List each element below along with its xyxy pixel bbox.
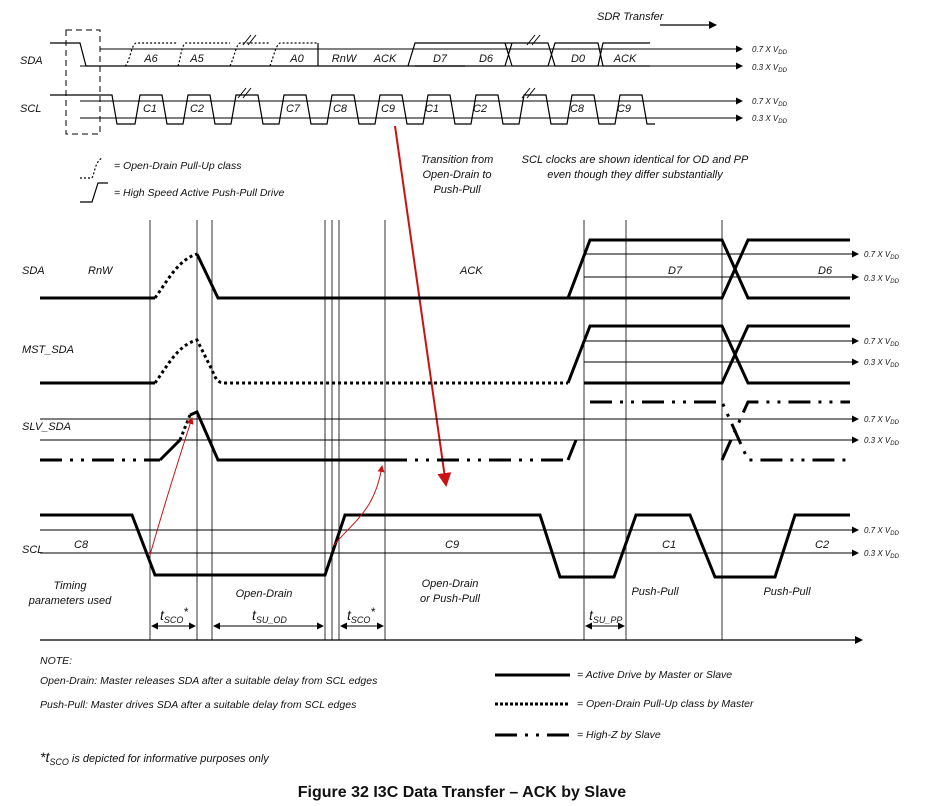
svg-text:*tSCO is depicted for informat — [40, 749, 270, 767]
sda-bit-label: A5 — [190, 53, 204, 65]
vdd-sub: DD — [890, 342, 899, 348]
vdd-low-label: 0.3 X V — [864, 549, 891, 558]
top-scl-breaks — [238, 88, 535, 98]
od-pullup-legend-label: = Open-Drain Pull-Up class — [114, 160, 242, 172]
mst-sda-label: MST_SDA — [22, 344, 74, 356]
vdd-low-label: 0.3 X V — [752, 63, 779, 72]
svg-text:0.7 X VDD — [864, 337, 900, 348]
top-sda-bit-labels — [143, 53, 637, 65]
svg-text:0.3 X VDD — [864, 358, 900, 369]
sda-d7-label: D7 — [668, 265, 683, 277]
transition-note-line: Transition from — [420, 154, 494, 166]
sda-drive-line — [40, 240, 850, 298]
scl-clock-label: C7 — [285, 103, 301, 115]
vdd-low-label: 0.3 X V — [864, 358, 891, 367]
mst-sda-pullup — [155, 340, 568, 383]
note-push-pull: Push-Pull: Master drives SDA after a suitable delay from SCL edges — [40, 699, 357, 711]
vdd-sub: DD — [778, 50, 787, 56]
scl-note — [522, 154, 749, 181]
sda-pullup-curve — [155, 254, 197, 298]
sda-bit-label: A6 — [144, 53, 158, 65]
overview-section — [20, 11, 788, 134]
t-sco-sub: SCO — [350, 615, 371, 625]
t-sco-star: * — [183, 605, 189, 619]
od-or-pp-label: Open-Drain — [421, 578, 479, 590]
sda-bit-label: D6 — [478, 53, 494, 65]
svg-text:0.7 X VDD — [864, 415, 900, 426]
sda-d6-label: D6 — [818, 265, 833, 277]
vdd-low-label: 0.3 X V — [864, 274, 891, 283]
highz-legend-label: = High-Z by Slave — [577, 729, 661, 741]
timing-params-label: parameters used — [28, 595, 112, 607]
scl-clock-label: C2 — [472, 103, 488, 115]
svg-text:0.3 X VDD — [752, 63, 788, 74]
t-sco-star: * — [370, 605, 376, 619]
note-title: NOTE: — [40, 655, 73, 667]
vdd-high-label: 0.7 X V — [864, 337, 891, 346]
timing-dimension-labels — [160, 605, 622, 625]
transition-note-line: Push-Pull — [433, 184, 481, 196]
svg-text:0.7 X VDD — [752, 45, 788, 56]
sda-bit-label: ACK — [373, 53, 397, 65]
scl-clock-label: C9 — [616, 103, 632, 115]
note-open-drain: Open-Drain: Master releases SDA after a suitable delay from SCL edges — [40, 675, 378, 687]
od-pullup-master-legend-label: = Open-Drain Pull-Up class by Master — [577, 698, 754, 710]
sda-bit-label: ACK — [613, 53, 637, 65]
scl-to-slv-arrow-2 — [334, 466, 382, 545]
t-su-od-sub: SU_OD — [255, 615, 287, 625]
scl-to-slv-arrow-1 — [150, 418, 192, 555]
svg-text:tSU_PP — [589, 607, 622, 625]
scl-clock-label: C1 — [142, 103, 158, 115]
svg-text:0.3 X VDD — [752, 114, 788, 125]
vdd-sub: DD — [778, 119, 787, 125]
vdd-sub: DD — [890, 279, 899, 285]
t-su-pp-label: t — [589, 607, 593, 623]
top-scl-clock-labels — [143, 103, 631, 115]
bottom-legend — [495, 669, 754, 741]
vdd-high-label: 0.7 X V — [864, 526, 891, 535]
scl-note-line: SCL clocks are shown identical for OD and PP — [521, 154, 749, 166]
timing-params-label: Timing — [53, 580, 87, 592]
svg-text:tSU_OD — [252, 607, 287, 625]
vdd-sub: DD — [778, 68, 787, 74]
transition-note-line: Open-Drain to — [422, 169, 492, 181]
od-pullup-legend-icon — [80, 158, 102, 178]
vdd-high-label: 0.7 X V — [864, 415, 891, 424]
push-pull-label-2: Push-Pull — [763, 586, 811, 598]
vdd-high-label: 0.7 X V — [752, 45, 779, 54]
vdd-high-label: 0.7 X V — [752, 97, 779, 106]
mst-sda-drive-line — [40, 326, 850, 383]
pp-drive-legend-icon — [80, 183, 108, 202]
scl-clock-label: C8 — [332, 103, 348, 115]
scl-clock-label: C9 — [380, 103, 396, 115]
t-sco-label: t — [347, 607, 351, 623]
scl-note-line: even though they differ substantially — [547, 169, 723, 181]
vdd-high-label: 0.7 X V — [864, 250, 891, 259]
sda-ack-label: ACK — [460, 265, 483, 277]
svg-text:tSCO* — [347, 605, 375, 625]
footnote-rest: is depicted for informative purposes only — [68, 753, 269, 765]
vdd-sub: DD — [890, 255, 899, 261]
sda-bit-label: RnW — [331, 53, 357, 65]
sda-bit-label: A0 — [290, 53, 304, 65]
t-su-od-label: t — [252, 607, 256, 623]
figure-caption: Figure 32 I3C Data Transfer – ACK by Slave — [297, 784, 627, 801]
scl-clock-label: C1 — [424, 103, 440, 115]
svg-text:0.3 X VDD — [864, 549, 900, 560]
bottom-notes — [40, 655, 378, 767]
top-v-labels — [752, 45, 788, 125]
slv-sda-label: SLV_SDA — [22, 421, 71, 433]
footnote-star: *t — [40, 749, 50, 765]
top-legend — [80, 158, 284, 202]
push-pull-label-1: Push-Pull — [631, 586, 679, 598]
vdd-low-label: 0.3 X V — [864, 436, 891, 445]
top-sda-label: SDA — [20, 55, 43, 67]
detail-sda — [22, 240, 850, 298]
vdd-sub: DD — [890, 441, 899, 447]
detail-v-labels — [864, 250, 900, 560]
pp-drive-legend-label: = High Speed Active Push-Pull Drive — [114, 187, 285, 199]
timing-vertical-lines — [150, 220, 722, 640]
t-sco-label: t — [160, 607, 164, 623]
scl-c1-label: C1 — [662, 539, 677, 551]
svg-text:0.7 X VDD — [864, 250, 900, 261]
region-labels — [28, 578, 811, 607]
top-scl-label: SCL — [20, 103, 42, 115]
top-scl-waveform — [50, 95, 655, 124]
active-drive-legend-label: = Active Drive by Master or Slave — [577, 669, 733, 681]
open-drain-label: Open-Drain — [235, 588, 293, 600]
vdd-sub: DD — [890, 554, 899, 560]
detail-mst-sda — [22, 326, 850, 383]
vdd-sub: DD — [778, 102, 787, 108]
sda-bit-label: D0 — [570, 53, 586, 65]
svg-text:tSCO* — [160, 605, 188, 625]
vdd-sub: DD — [890, 531, 899, 537]
scl-clock-label: C2 — [189, 103, 205, 115]
detail-scl-label: SCL — [22, 544, 44, 556]
footnote-sub: SCO — [49, 757, 69, 767]
sda-bit-label: D7 — [432, 53, 448, 65]
detail-sda-label: SDA — [22, 265, 45, 277]
vdd-sub: DD — [890, 363, 899, 369]
t-sco-sub: SCO — [163, 615, 184, 625]
scl-c2-label: C2 — [815, 539, 830, 551]
scl-c8-label: C8 — [74, 539, 89, 551]
svg-text:0.3 X VDD — [864, 436, 900, 447]
scl-c9-label: C9 — [445, 539, 460, 551]
sda-rnw-label: RnW — [88, 265, 113, 277]
svg-text:0.7 X VDD — [864, 526, 900, 537]
svg-text:0.3 X VDD — [864, 274, 900, 285]
vdd-low-label: 0.3 X V — [752, 114, 779, 123]
scl-clock-label: C8 — [569, 103, 585, 115]
transition-note — [421, 154, 494, 196]
svg-text:0.7 X VDD — [752, 97, 788, 108]
sdr-transfer-label: SDR Transfer — [597, 11, 664, 23]
slv-sda-highz-2 — [385, 402, 850, 460]
od-or-pp-label: or Push-Pull — [420, 593, 480, 605]
vdd-sub: DD — [890, 420, 899, 426]
t-su-pp-sub: SU_PP — [592, 615, 623, 625]
